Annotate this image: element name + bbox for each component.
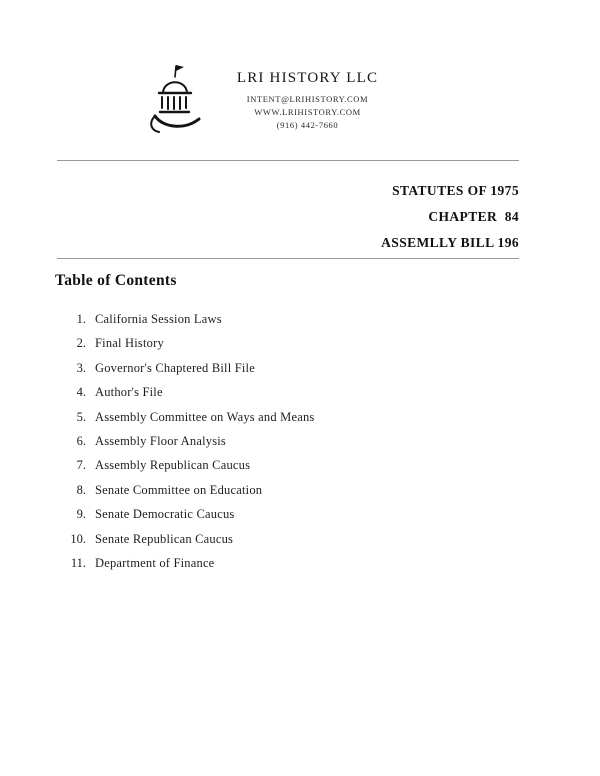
toc-item-number: 3. — [76, 360, 86, 375]
toc-item — [60, 478, 540, 502]
toc-item — [60, 527, 540, 551]
company-name: LRI HISTORY LLC — [236, 70, 379, 86]
toc-item — [60, 502, 540, 526]
statute-line-bill: ASSEMLLY BILL 196 — [381, 235, 519, 250]
toc-item-label: California Session Laws — [95, 312, 222, 326]
toc-item-number: 2. — [76, 336, 86, 351]
toc-item-label: Assembly Floor Analysis — [95, 434, 226, 449]
toc-item — [60, 380, 540, 404]
toc-item-label: Final History — [95, 336, 164, 351]
statute-line-chapter: CHAPTER 84 — [428, 209, 519, 224]
toc-list — [60, 307, 540, 575]
toc-item — [60, 307, 540, 331]
toc-title: Table of Contents — [55, 272, 177, 289]
toc-item-label: Author's File — [95, 385, 163, 400]
statute-line-year: STATUTES OF 1975 — [392, 183, 519, 198]
company-website: WWW.LRIHISTORY.COM — [254, 107, 361, 117]
toc-item — [60, 453, 540, 477]
toc-item-number: 11. — [70, 556, 86, 571]
company-phone: (916) 442-7660 — [276, 120, 339, 130]
toc-item-number: 7. — [76, 458, 86, 473]
toc-item-number: 10. — [70, 531, 86, 546]
toc-item-label: Governor's Chaptered Bill File — [95, 360, 255, 375]
toc-item — [60, 356, 540, 380]
toc-item — [60, 331, 540, 355]
toc-item-number: 4. — [76, 385, 86, 400]
toc-item — [60, 429, 540, 453]
toc-item-number: 9. — [76, 507, 86, 522]
toc-item-number: 8. — [76, 482, 86, 497]
toc-item-label: Assembly Republican Caucus — [95, 458, 251, 473]
company-email: INTENT@LRIHISTORY.COM — [246, 94, 369, 104]
toc-item-number: 6. — [76, 434, 86, 449]
divider — [57, 258, 519, 259]
toc-item-label: Assembly Committee on Ways and Means — [95, 409, 315, 424]
toc-item-label: Department of Finance — [95, 556, 215, 571]
toc-item-number: 5. — [76, 409, 86, 424]
toc-item-label: Senate Republican Caucus — [95, 531, 234, 546]
capitol-logo-icon — [143, 62, 207, 142]
toc-item-number: 1. — [76, 312, 86, 326]
toc-item — [60, 405, 540, 429]
toc-item-label: Senate Committee on Education — [95, 482, 263, 497]
statute-heading — [57, 178, 519, 256]
divider — [57, 160, 519, 161]
company-info — [215, 70, 400, 132]
toc-item — [60, 551, 540, 575]
toc-item-label: Senate Democratic Caucus — [95, 507, 235, 522]
letterhead — [0, 60, 600, 150]
